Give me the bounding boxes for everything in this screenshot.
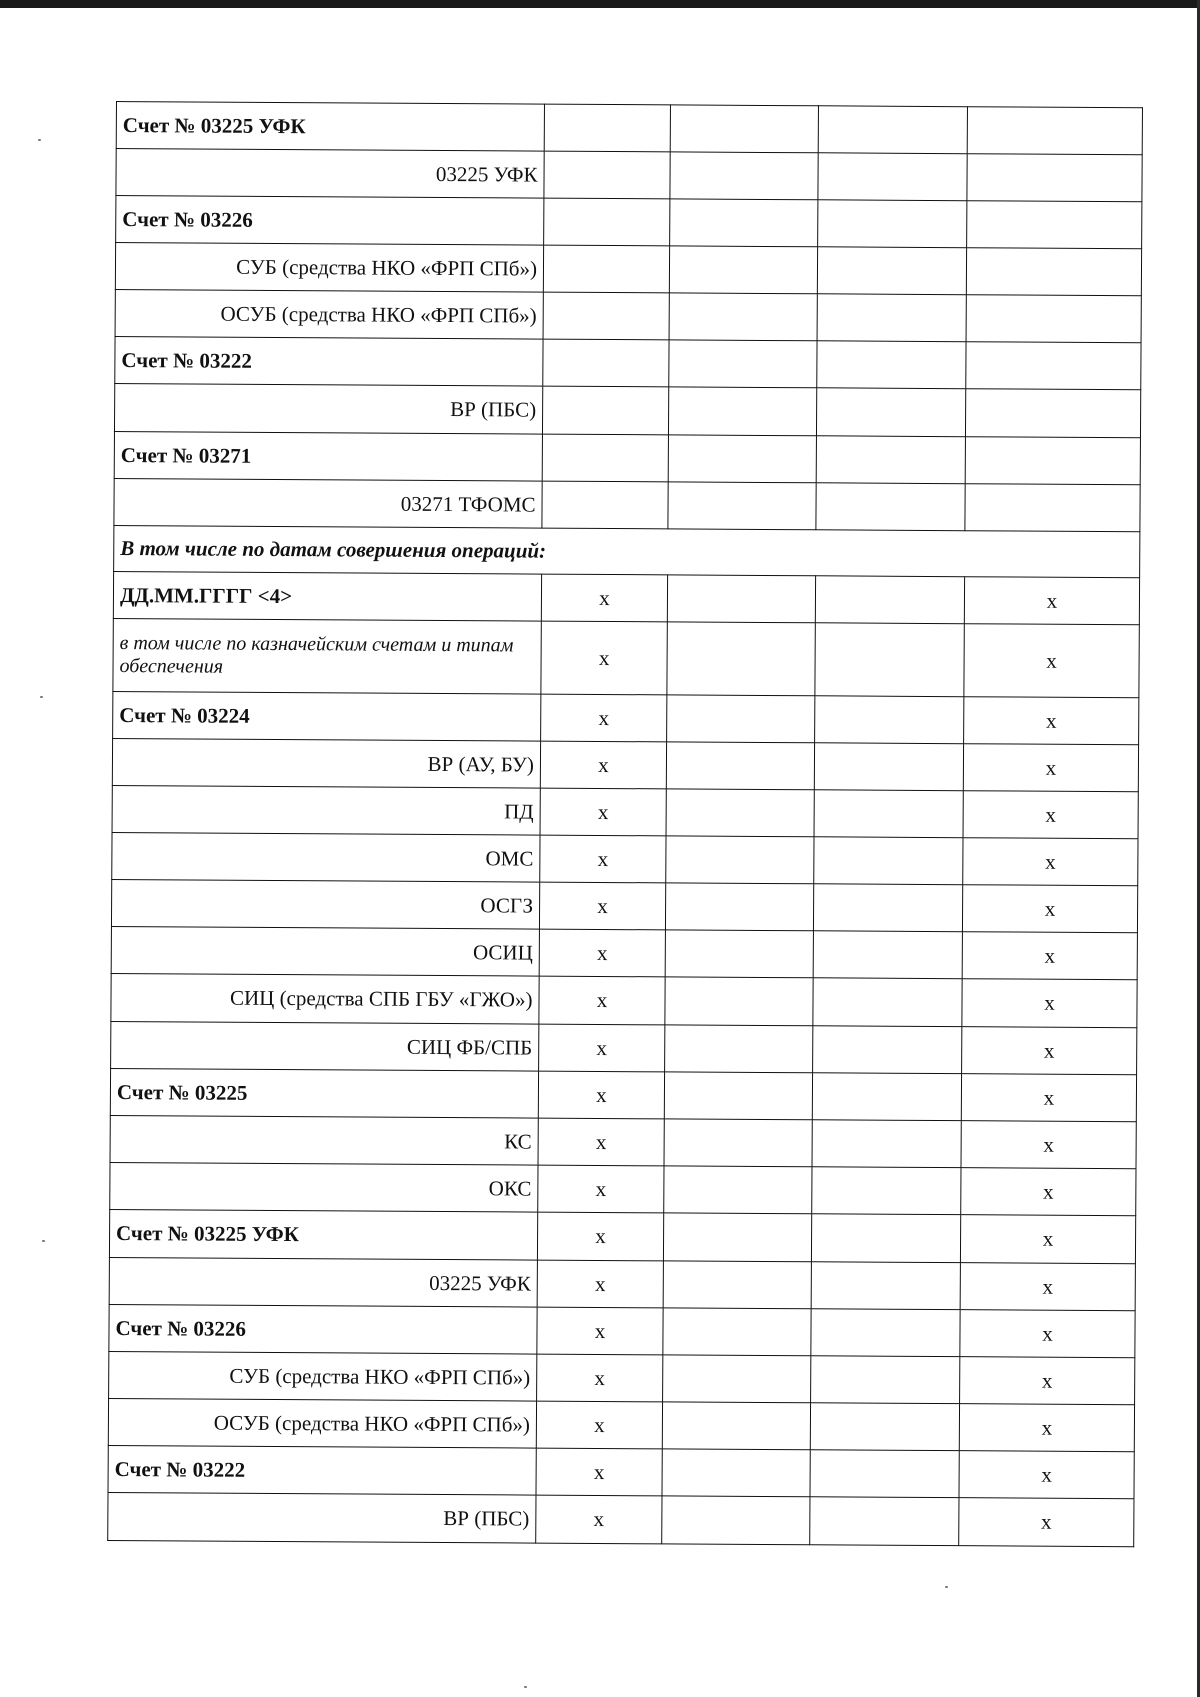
not-applicable-mark: x [960, 1357, 1135, 1405]
empty-cell [818, 153, 967, 201]
empty-cell [664, 1119, 812, 1167]
row-label: ВР (ПБС) [108, 1492, 536, 1543]
empty-cell [814, 837, 963, 885]
empty-cell [542, 481, 668, 529]
empty-cell [966, 342, 1141, 390]
row-label: ОСУБ (средства НКО «ФРП СПб») [108, 1398, 536, 1448]
table-row [114, 383, 1140, 437]
empty-cell [542, 434, 668, 482]
table-row [108, 1445, 1134, 1498]
row-label: ОСУБ (средства НКО «ФРП СПб») [115, 289, 543, 339]
row-label: 03225 УФК [116, 149, 544, 199]
empty-cell [662, 1496, 810, 1545]
not-applicable-mark: x [962, 885, 1137, 933]
empty-cell [665, 930, 813, 978]
empty-cell [818, 106, 967, 154]
empty-cell [817, 247, 966, 295]
row-label: ОМС [112, 832, 540, 882]
empty-cell [966, 248, 1141, 296]
row-label: 03271 ТФОМС [114, 478, 542, 528]
not-applicable-mark: x [538, 1118, 664, 1166]
not-applicable-mark: x [961, 1074, 1136, 1122]
account-label: Счет № 03225 [110, 1068, 538, 1118]
empty-cell [668, 435, 816, 483]
row-label: СУБ (средства НКО «ФРП СПб») [109, 1351, 537, 1401]
not-applicable-mark: x [536, 1401, 662, 1449]
empty-cell [965, 437, 1140, 485]
operations-table [107, 101, 1143, 1547]
not-applicable-mark: x [537, 1354, 663, 1402]
not-applicable-mark: x [538, 1071, 664, 1119]
empty-cell [967, 154, 1142, 202]
account-label: Счет № 03225 УФК [109, 1209, 537, 1260]
row-label: ОСГЗ [111, 879, 539, 929]
not-applicable-mark: x [960, 1310, 1135, 1358]
table-row [116, 102, 1142, 155]
not-applicable-mark: x [536, 1448, 662, 1496]
empty-cell [813, 931, 962, 979]
table-row [111, 1021, 1137, 1074]
table-body [108, 102, 1143, 1547]
scan-speck [945, 1586, 948, 1588]
not-applicable-mark: x [537, 1212, 663, 1261]
not-applicable-mark: x [541, 574, 667, 622]
empty-cell [666, 836, 814, 884]
empty-cell [664, 1072, 812, 1120]
empty-cell [810, 1497, 959, 1546]
account-label: Счет № 03225 УФК [116, 102, 544, 152]
not-applicable-mark: x [960, 1263, 1135, 1311]
not-applicable-mark: x [539, 1024, 665, 1072]
empty-cell [663, 1308, 811, 1356]
empty-cell [665, 1025, 813, 1073]
empty-cell [543, 339, 669, 387]
not-applicable-mark: x [541, 694, 667, 742]
empty-cell [668, 482, 816, 530]
section-heading: В том числе по датам совершения операций: [114, 525, 1140, 577]
empty-cell [965, 484, 1140, 532]
row-label: ОКС [110, 1162, 538, 1212]
row-label: КС [110, 1115, 538, 1165]
not-applicable-mark: x [540, 835, 666, 883]
empty-cell [662, 1449, 810, 1497]
account-label: ДД.ММ.ГГГГ <4> [113, 571, 541, 621]
table-row [111, 926, 1137, 979]
empty-cell [667, 695, 815, 743]
empty-cell [815, 696, 964, 744]
not-applicable-mark: x [540, 741, 666, 789]
table-row [110, 1162, 1136, 1215]
empty-cell [814, 790, 963, 838]
account-label: Счет № 03222 [108, 1445, 536, 1495]
empty-cell [813, 978, 962, 1027]
empty-cell [667, 575, 815, 623]
empty-cell [813, 1026, 962, 1074]
table-row [114, 478, 1140, 531]
row-label: СИЦ (средства СПБ ГБУ «ГЖО») [111, 973, 539, 1024]
account-label: Счет № 03222 [115, 336, 543, 386]
empty-cell [817, 341, 966, 389]
row-label: 03225 УФК [109, 1257, 537, 1307]
not-applicable-mark: x [963, 791, 1138, 839]
table-row [112, 738, 1138, 791]
not-applicable-mark: x [964, 697, 1139, 745]
row-label: ОСИЦ [111, 926, 539, 976]
empty-cell [814, 743, 963, 791]
table-row [113, 571, 1139, 624]
table-row [114, 525, 1140, 577]
not-applicable-mark: x [538, 1165, 664, 1213]
not-applicable-mark: x [537, 1260, 663, 1308]
empty-cell [544, 198, 670, 246]
not-applicable-mark: x [537, 1307, 663, 1355]
empty-cell [663, 1355, 811, 1403]
account-label: Счет № 03226 [116, 196, 544, 246]
table-row [116, 196, 1142, 249]
empty-cell [812, 1120, 961, 1168]
empty-cell [811, 1262, 960, 1310]
table-row [114, 431, 1140, 484]
empty-cell [663, 1261, 811, 1309]
not-applicable-mark: x [961, 1168, 1136, 1216]
table-row [109, 1351, 1135, 1404]
empty-cell [544, 104, 670, 152]
not-applicable-mark: x [959, 1498, 1134, 1547]
table-row [109, 1304, 1135, 1357]
table-row [109, 1209, 1135, 1263]
empty-cell [665, 883, 813, 931]
account-label: Счет № 03271 [114, 431, 542, 481]
empty-cell [662, 1402, 810, 1450]
not-applicable-mark: x [539, 976, 665, 1025]
not-applicable-mark: x [960, 1215, 1135, 1264]
table-row [115, 336, 1141, 389]
empty-cell [665, 977, 813, 1026]
empty-cell [664, 1166, 812, 1214]
not-applicable-mark: x [964, 577, 1139, 625]
empty-cell [811, 1214, 960, 1263]
table-row [108, 1492, 1134, 1546]
empty-cell [816, 483, 965, 531]
row-label: ПД [112, 785, 540, 835]
account-label: Счет № 03226 [109, 1304, 537, 1354]
empty-cell [670, 152, 818, 200]
not-applicable-mark: x [962, 979, 1137, 1028]
scan-speck [524, 1686, 527, 1688]
empty-cell [666, 742, 814, 790]
table-row [112, 832, 1138, 885]
empty-cell [965, 389, 1140, 438]
table-row [109, 1257, 1135, 1310]
table-row [113, 618, 1139, 697]
empty-cell [543, 292, 669, 340]
empty-cell [812, 1167, 961, 1215]
not-applicable-mark: x [540, 788, 666, 836]
table-row [115, 243, 1141, 296]
table-row [112, 785, 1138, 838]
empty-cell [810, 1403, 959, 1451]
empty-cell [667, 622, 815, 696]
not-applicable-mark: x [539, 882, 665, 930]
table-row [115, 289, 1141, 342]
row-label: ВР (ПБС) [114, 383, 542, 434]
empty-cell [670, 105, 818, 153]
scan-edge-top [0, 0, 1200, 8]
empty-cell [812, 1073, 961, 1121]
row-label: ВР (АУ, БУ) [112, 738, 540, 788]
empty-cell [967, 201, 1142, 249]
empty-cell [967, 107, 1142, 155]
not-applicable-mark: x [962, 932, 1137, 980]
empty-cell [669, 246, 817, 294]
not-applicable-mark: x [963, 744, 1138, 792]
not-applicable-mark: x [963, 838, 1138, 886]
not-applicable-mark: x [541, 621, 667, 695]
row-label: в том числе по казначейским счетам и типам обеспечения [113, 618, 541, 694]
not-applicable-mark: x [539, 929, 665, 977]
empty-cell [811, 1309, 960, 1357]
empty-cell [817, 294, 966, 342]
row-label: СУБ (средства НКО «ФРП СПб») [115, 243, 543, 293]
not-applicable-mark: x [964, 624, 1139, 698]
empty-cell [818, 200, 967, 248]
not-applicable-mark: x [959, 1451, 1134, 1499]
empty-cell [816, 436, 965, 484]
account-label: Счет № 03224 [113, 691, 541, 741]
not-applicable-mark: x [961, 1121, 1136, 1169]
not-applicable-mark: x [536, 1495, 662, 1544]
empty-cell [669, 340, 817, 388]
not-applicable-mark: x [962, 1027, 1137, 1075]
table-row [110, 1068, 1136, 1121]
empty-cell [810, 1450, 959, 1498]
empty-cell [669, 293, 817, 341]
scan-speck [38, 139, 41, 141]
empty-cell [542, 386, 668, 435]
empty-cell [815, 623, 964, 697]
empty-cell [670, 199, 818, 247]
table-row [111, 973, 1137, 1027]
empty-cell [813, 884, 962, 932]
empty-cell [668, 387, 816, 436]
table-row [110, 1115, 1136, 1168]
scan-speck [40, 696, 43, 698]
empty-cell [666, 789, 814, 837]
empty-cell [663, 1213, 811, 1262]
table-row [113, 691, 1139, 744]
empty-cell [544, 151, 670, 199]
empty-cell [815, 576, 964, 624]
empty-cell [816, 388, 965, 437]
not-applicable-mark: x [959, 1404, 1134, 1452]
scan-speck [42, 1240, 45, 1242]
row-label: СИЦ ФБ/СПБ [111, 1021, 539, 1071]
empty-cell [966, 295, 1141, 343]
table-row [108, 1398, 1134, 1451]
table-row [116, 149, 1142, 202]
empty-cell [811, 1356, 960, 1404]
table-row [111, 879, 1137, 932]
empty-cell [543, 245, 669, 293]
